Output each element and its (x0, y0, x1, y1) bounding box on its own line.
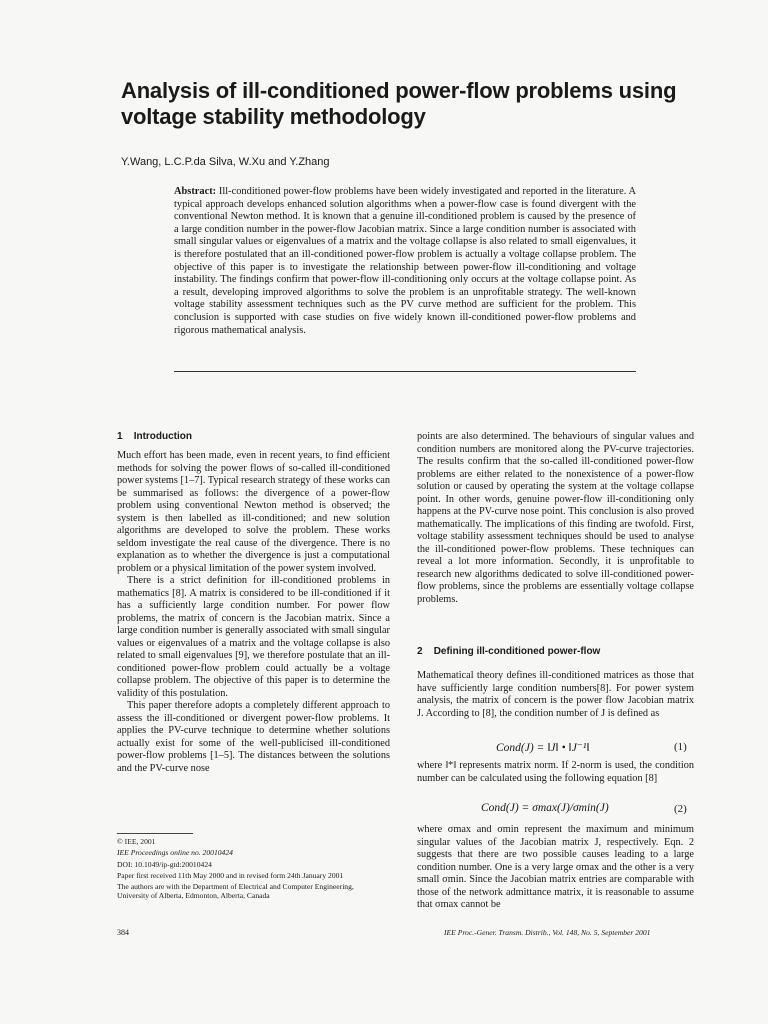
section-1-heading (117, 431, 192, 442)
authors: Y.Wang, L.C.P.da Silva, W.Xu and Y.Zhang (121, 156, 330, 168)
footnote-doi: DOI: 10.1049/ip-gtd:20010424 (117, 859, 212, 869)
page-number: 384 (117, 928, 129, 937)
section-1-number: 1 (117, 431, 123, 442)
section-2-paragraph-1: Mathematical theory defines ill-conditioned matrices as those that have sufficiently large condition numbers[8]. For power system analysis, the matrix of concern is the power flow Jacobian matrix J. According to [8], the condition number of J is defined as (417, 670, 694, 719)
equation-1: Cond(J) = ‖J‖ • ‖J⁻¹‖ (496, 742, 590, 754)
footnote-affiliation (117, 882, 417, 901)
footnote-affiliation-line-1: The authors are with the Department of Electrical and Computer Engineering, (117, 881, 354, 891)
footnote-copyright: © IEE, 2001 (117, 837, 156, 846)
footnote-divider (117, 833, 193, 834)
intro-continuation: points are also determined. The behaviours of singular values and condition numbers are monitored along the PV-curve trajectories. The results confirm that the so-called ill-conditioned power-flow problems are either related to the nonexistence of a power-flow solution or caused by operating the system at the voltage collapse point. In other words, genuine power-flow ill-conditioning only happens at the PV-curve nose point. This conclusion is also proved mathematically. The implications of this finding are twofold. First, voltage stability assessment techniques should be used to analyse the ill-conditioned power-flow problems. These techniques can reveal a lot more information. Secondly, it is unprofitable to research new algorithms dedicated to solve ill-conditioned power-flow problems, since the problems are essentially voltage collapse problems. (417, 431, 694, 605)
section-1-title: Introduction (133, 431, 193, 442)
section-2-paragraph-3: where σmax and σmin represent the maximum and minimum singular values of the Jacobian matrix J, respectively. Eqn. 2 suggests that there are two possible causes leading to a large condition number. One is a very large σmax and the other is a very small σmin. Since the Jacobian matrix entries are comparable with those of the network admittance matrix, it is reasonable to assume that σmax cannot be (417, 824, 694, 910)
equation-2: Cond(J) = σmax(J)/σmin(J) (481, 802, 609, 814)
footnotes (117, 836, 417, 901)
section-2-title: Defining ill-conditioned power-flow (433, 646, 601, 657)
footnote-received: Paper first received 11th May 2000 and in revised form 24th January 2001 (117, 871, 344, 881)
abstract-divider (174, 371, 636, 372)
section-2-number: 2 (417, 646, 423, 657)
running-footer: IEE Proc.-Gener. Transm. Distrib., Vol. 148, No. 5, September 2001 (444, 928, 651, 937)
left-column (117, 450, 390, 775)
intro-paragraph-1: Much effort has been made, even in recent years, to find efficient methods for solving the power flows of so-called ill-conditioned power systems [1–7]. Typical research strategy of these works can be summarised as follows: the divergence of a power-flow problem using conventional Newton method is observed; the system is then labelled as ill-conditioned; and new solution algorithms are developed to solve the problem. These works seldom investigate the real cause of the divergence. There is no explanation as to whether the divergence is just a computational problem or a physical limitation of the power system involved. (117, 450, 391, 574)
intro-paragraph-3: This paper therefore adopts a completely different approach to assess the ill-conditioned or divergent power-flow problems. It applies the PV-curve technique to determine whether solutions actually exist for some of the well-publicised ill-conditioned power-flow problems [1–5]. The distances between the solutions and the PV-curve nose (117, 700, 390, 774)
intro-paragraph-2: There is a strict definition for ill-conditioned problems in mathematics [8]. A matrix is considered to be ill-conditioned if it has a sufficiently large condition number. For power flow problems, the matrix of concern is the Jacobian matrix. Since a large condition number is generally associated with small singular values or eigenvalues of a matrix and the voltage collapse is also related to small eigenvalues [9], we therefore postulate that an ill-conditioned power-flow problem could actually be a voltage collapse problem. The objective of this paper is to determine the validity of this postulation. (117, 575, 390, 699)
section-2-paragraph-2: where ‖*‖ represents matrix norm. If 2-norm is used, the condition number can be calculated using the following equation [8] (417, 760, 694, 784)
paper-title: Analysis of ill-conditioned power-flow problems using voltage stability methodology (121, 78, 677, 129)
footnote-online-no: IEE Proceedings online no. 20010424 (117, 848, 233, 858)
footnote-affiliation-line-2: University of Alberta, Edmonton, Alberta, Canada (117, 891, 270, 901)
equation-1-number: (1) (674, 741, 687, 753)
section-2-heading (417, 646, 600, 657)
abstract (174, 186, 636, 337)
abstract-label: Abstract: (174, 186, 217, 197)
abstract-text: Ill-conditioned power-flow problems have been widely investigated and reported in the literature. A typical approach develops enhanced solution algorithms when a power-flow case is found divergent with the conventional Newton method. It is known that a genuine ill-conditioned problem is caused by the presence of a large condition number in the power-flow Jacobian matrix. Since a large condition number is associated with small singular values or eigenvalues of a matrix and the voltage collapse is also related to small eigenvalues, it is therefore postulated that an ill-conditioned power-flow problem is actually a voltage collapse problem. The objective of this paper is to investigate the relationship between power-flow ill-conditioning and voltage instability. The findings confirm that power-flow ill-conditioning only occurs at the voltage collapse point. As a result, developing improved algorithms to solve the problem is an unprofitable strategy. The well-known voltage stability assessment techniques such as the PV curve method are sufficient for the problem. This conclusion is supported with case studies on five widely known ill-conditioned power-flow problems and rigorous mathematical analysis. (174, 186, 636, 336)
equation-2-number: (2) (674, 803, 687, 815)
